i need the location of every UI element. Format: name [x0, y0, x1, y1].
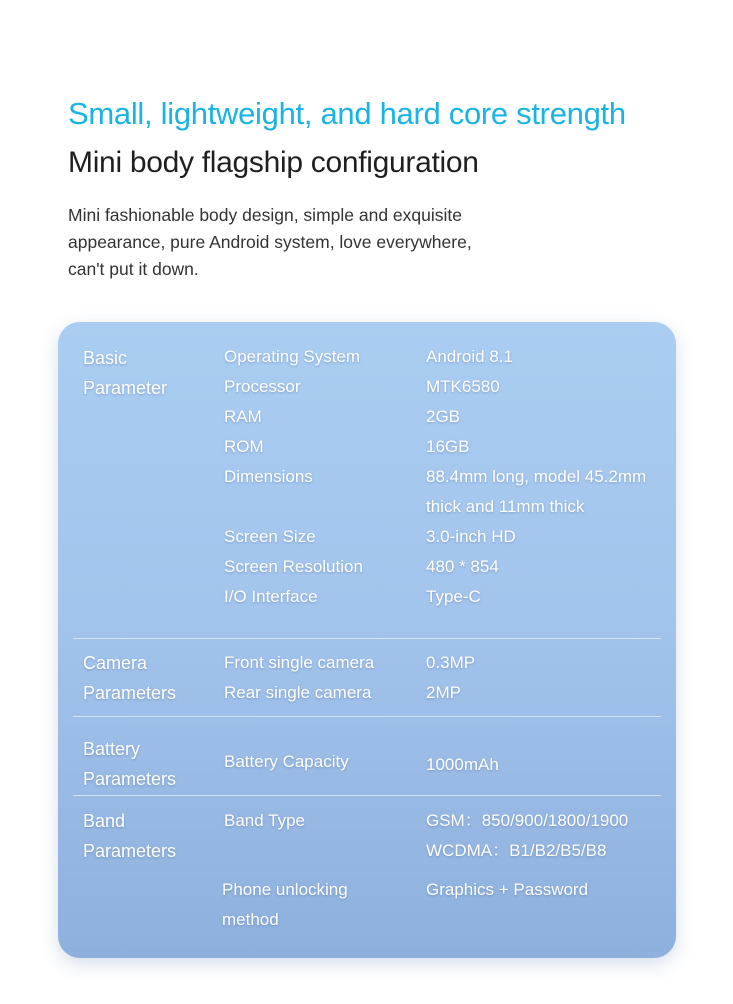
- description-line: can't put it down.: [68, 259, 199, 279]
- spec-label-os: Operating System: [224, 347, 361, 366]
- subheadline: Mini body flagship configuration: [68, 146, 479, 179]
- spec-value-io: Type-C: [426, 587, 481, 606]
- spec-label-rear-camera: Rear single camera: [224, 683, 372, 702]
- spec-label-band-type: Band Type: [224, 811, 305, 830]
- spec-value-resolution: 480 * 854: [426, 557, 499, 576]
- section-divider: [73, 716, 661, 717]
- spec-value-band-type: GSM：850/900/1800/1900 WCDMA：B1/B2/B5/B8: [426, 811, 629, 860]
- spec-label-rom: ROM: [224, 437, 264, 456]
- spec-card: [58, 322, 676, 958]
- spec-value-os: Android 8.1: [426, 347, 513, 366]
- spec-label-screen-size: Screen Size: [224, 527, 316, 546]
- spec-value-front-camera: 0.3MP: [426, 653, 476, 672]
- spec-label-processor: Processor: [224, 377, 301, 396]
- spec-label-front-camera: Front single camera: [224, 653, 375, 672]
- spec-label-ram: RAM: [224, 407, 262, 426]
- spec-value-screen-size: 3.0-inch HD: [426, 527, 516, 546]
- spec-value-processor: MTK6580: [426, 377, 500, 396]
- spec-value-ram: 2GB: [426, 407, 461, 426]
- category-battery: Battery Parameters: [83, 739, 177, 789]
- spec-label-dimensions: Dimensions: [224, 467, 313, 486]
- section-divider: [73, 638, 661, 639]
- category-camera: Camera Parameters: [83, 653, 177, 703]
- spec-value-battery: 1000mAh: [426, 755, 499, 774]
- spec-value-rear-camera: 2MP: [426, 683, 461, 702]
- spec-value-dimensions: 88.4mm long, model 45.2mm thick and 11mm thick: [426, 467, 647, 516]
- spec-value-rom: 16GB: [426, 437, 470, 456]
- spec-value-unlocking: Graphics + Password: [426, 880, 589, 899]
- description: [68, 202, 538, 283]
- category-basic: Basic Parameter: [83, 348, 168, 398]
- headline: Small, lightweight, and hard core strength: [68, 96, 626, 131]
- description-line: appearance, pure Android system, love everywhere,: [68, 232, 472, 252]
- description-line: Mini fashionable body design, simple and exquisite: [68, 205, 462, 225]
- spec-label-battery: Battery Capacity: [224, 752, 349, 771]
- section-divider: [73, 795, 661, 796]
- spec-label-unlocking: Phone unlocking method: [222, 880, 348, 929]
- spec-label-io: I/O Interface: [224, 587, 318, 606]
- spec-label-resolution: Screen Resolution: [224, 557, 363, 576]
- category-band: Band Parameters: [83, 811, 177, 861]
